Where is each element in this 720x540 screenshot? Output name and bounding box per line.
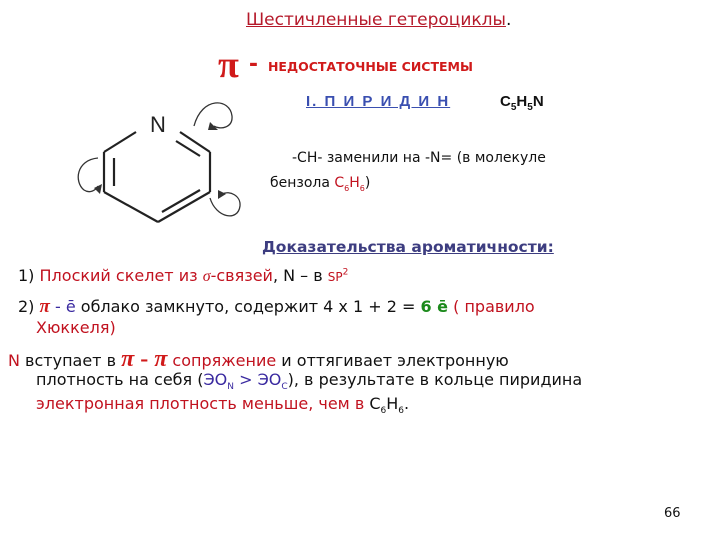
replacement-line-1: -CH- заменили на -N= (в молекуле <box>292 150 546 166</box>
nitrogen-atom-label: N <box>150 112 166 137</box>
proof-item-1 <box>18 266 348 286</box>
bond-c3-c4 <box>104 192 158 222</box>
proof-item-2-electron: - ē <box>49 297 76 316</box>
benzene-c-sub: 6 <box>344 183 350 193</box>
aromaticity-proof-title: Доказательства ароматичности: <box>262 238 554 256</box>
formula-n: N <box>532 93 544 110</box>
pi-heading-text: НЕДОСТАТОЧНЫЕ СИСТЕМЫ <box>267 59 473 74</box>
proof-item-3-line-2-prefix: плотность на себя ( <box>36 370 204 389</box>
proof-item-3-pi-1: π <box>121 346 135 372</box>
benzene-h-sub: 6 <box>359 183 365 193</box>
sp-hybrid-sup: 2 <box>342 267 349 278</box>
slide-title-text: Шестичленные гетероциклы <box>246 10 506 30</box>
benzene-formula <box>334 175 365 191</box>
bond-c4-c5 <box>158 192 210 222</box>
page-number: 66 <box>664 506 681 521</box>
replacement-line-2 <box>270 175 370 193</box>
compound-name: I. П И Р И Д И Н <box>306 93 451 110</box>
proof-item-3-line-2 <box>36 370 582 392</box>
proof-item-3-line-2-suffix: ), в результате в кольце пиридина <box>287 370 583 389</box>
electronegativity-c-sub: C <box>281 382 288 393</box>
slide-title-period: . <box>505 10 512 30</box>
pi-dash: - <box>248 52 258 77</box>
proof-item-2-text: облако замкнуто, содержит 4 х 1 + 2 = <box>75 297 421 316</box>
proof-item-3-text-2: и оттягивает электронную <box>276 351 509 370</box>
proof-item-3 <box>8 346 509 373</box>
arrowhead-bottom-right-icon <box>218 190 226 199</box>
pi-deficient-heading <box>218 46 473 84</box>
formula-h-sub: 5 <box>527 102 533 113</box>
proof-item-2-pi: π <box>39 296 50 317</box>
electronegativity-c: ЭО <box>257 370 282 389</box>
benzene-c: C <box>334 175 345 191</box>
bond-c6-n <box>180 132 210 152</box>
proof-item-3-dash: - <box>134 346 155 372</box>
replacement-line-2-suffix: ) <box>364 175 371 191</box>
formula-c-sub: 5 <box>510 102 517 113</box>
proof-item-3-n: N <box>8 351 20 370</box>
slide-title <box>246 10 511 30</box>
proof-item-2-rule-cont: Хюккеля) <box>36 318 116 337</box>
arrowhead-top-right-icon <box>208 122 218 130</box>
proof-item-3-line-3 <box>36 394 409 416</box>
proof-item-1-text: , N – в <box>272 266 328 285</box>
proof-item-1-number: 1) <box>18 266 40 285</box>
formula-c: C <box>500 93 511 110</box>
formula-h: H <box>516 93 528 110</box>
greater-than: > <box>234 370 258 389</box>
proof-item-1-red-text-2: -связей <box>210 266 273 285</box>
arrow-top-right-icon <box>194 103 232 128</box>
proof-item-2-electron-count: 6 ē <box>420 297 449 316</box>
pyridine-structure <box>70 86 260 236</box>
conjugation-label: сопряжение <box>167 351 277 370</box>
arrow-left-icon <box>78 158 98 192</box>
proof-item-3-pi-2: π <box>154 346 168 372</box>
bond-n-c2 <box>104 132 136 152</box>
sp-hybrid: SP <box>327 270 343 284</box>
proof-item-2-number: 2) <box>18 297 40 316</box>
proof-item-3-end: . <box>404 394 410 413</box>
compound-formula <box>500 93 544 113</box>
benzene-h: H <box>349 175 360 191</box>
proof-benzene-c-sub: 6 <box>380 406 387 417</box>
pi-symbol: π <box>218 44 239 86</box>
proof-item-3-text: вступает в <box>19 351 122 370</box>
replacement-line-2-prefix: бензола <box>270 175 335 191</box>
proof-item-3-line-3-text: электронная плотность меньше, чем в <box>36 394 370 413</box>
proof-benzene-c: C <box>369 394 381 413</box>
arrow-bottom-right-icon <box>210 193 240 216</box>
proof-item-2 <box>18 296 535 318</box>
arrowhead-left-icon <box>94 184 102 194</box>
electronegativity-n-sub: N <box>227 382 234 393</box>
proof-benzene-h: H <box>386 394 399 413</box>
proof-benzene-h-sub: 6 <box>398 406 404 417</box>
proof-item-1-red-text: Плоский скелет из <box>39 266 203 285</box>
sigma-symbol: σ <box>202 268 211 285</box>
electronegativity-n: ЭО <box>203 370 228 389</box>
proof-item-2-rule: ( правило <box>448 297 535 316</box>
